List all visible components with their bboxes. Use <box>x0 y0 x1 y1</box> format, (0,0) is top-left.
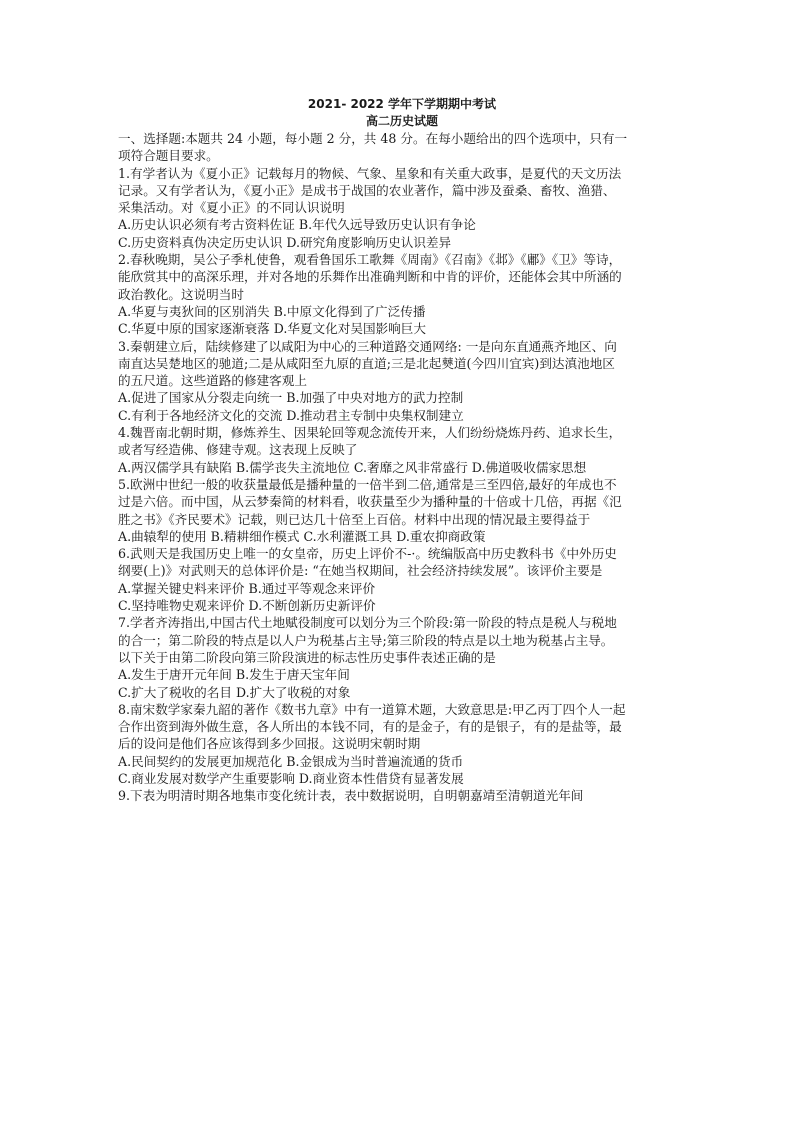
text-line: 合作出资到海外做生意，各人所出的本钱不同，有的是金子，有的是银子，有的是盐等，最 <box>118 719 622 735</box>
text-line: 6.武则天是我国历史上唯一的女皇帝，历史上评价不-·。统编版高中历史教科书《中外历史 <box>118 546 617 562</box>
text-line: C.扩大了税收的名目 D.扩大了收税的对象 <box>118 684 351 700</box>
text-line: 的合一；第二阶段的特点是以人户为税基占主导;第三阶段的特点是以土地为税基占主导。 <box>118 632 614 648</box>
text-line: C.有利于各地经济文化的交流 D.推动君主专制中央集权制建立 <box>118 407 464 423</box>
text-line: 后的设问是他们各应该得到多少回报。这说明宋朝时期 <box>118 736 421 752</box>
text-line: 过是六倍。而中国，从云梦秦简的材料看，收获量至少为播种量的十倍或十几倍，再据《氾 <box>118 494 622 510</box>
text-line: A.华夏与夷狄间的区别消失 B.中原文化得到了广泛传播 <box>118 303 426 319</box>
text-line: 2.春秋晚期，吴公子季札使鲁，观看鲁国乐工歌舞《周南》《召南》《邶》《鄘》《卫》等诗， <box>118 252 622 268</box>
text-line: 政治教化。这说明当时 <box>118 286 244 302</box>
text-line: 的五尺道。这些道路的修建客观上 <box>118 373 307 389</box>
text-line: A.曲辕犁的使用 B.精耕细作模式 C.水利灌溉工具 D.重农抑商政策 <box>118 528 486 544</box>
text-line: 3.秦朝建立后，陆续修建了以咸阳为中心的三种道路交通网络: 一是向东直通燕齐地区、向 <box>118 338 617 354</box>
text-line: C.华夏中原的国家逐渐衰落 D.华夏文化对吴国影响巨大 <box>118 321 426 337</box>
text-line: 纲要(上)》对武则天的总体评价是: “在她当权期间，社会经济持续发展”。该评价主要是 <box>118 563 603 579</box>
text-line: 5.欧洲中世纪一般的收获量最低是播种量的一倍半到二倍,通常是三至四倍,最好的年成也不 <box>118 476 617 492</box>
text-line: 4.魏晋南北朝时期，修炼养生、因果轮回等观念流传开来，人们纷纷烧炼丹药、追求长生， <box>118 425 622 441</box>
text-line: 采集活动。对《夏小正》的不同认识说明 <box>118 200 345 216</box>
text-line: C.商业发展对数学产生重要影响 D.商业资本性借贷有显著发展 <box>118 770 464 786</box>
text-line: 项符合题目要求。 <box>118 148 219 164</box>
text-line: 记录。又有学者认为，《夏小正》是成书于战国的农业著作，篇中涉及蚕桑、畜牧、渔猎、 <box>118 182 616 198</box>
text-line: C.坚持唯物史观来评价 D.不断创新历史新评价 <box>118 598 376 614</box>
text-line: A.两汉儒学具有缺陷 B.儒学丧失主流地位 C.奢靡之风非常盛行 D.佛道吸收儒家思想 <box>118 459 587 475</box>
question-body <box>118 130 686 805</box>
text-line: 7.学者齐涛指出,中国古代土地赋役制度可以划分为三个阶段:第一阶段的特点是税人与税地 <box>118 615 617 631</box>
text-line: 9.下表为明清时期各地集市变化统计表，表中数据说明，自明朝嘉靖至清朝道光年间 <box>118 788 584 804</box>
exam-title: 2021- 2022 学年下学期期中考试 <box>307 97 497 111</box>
text-line: 胜之书》《齐民要术》记载，则已达几十倍至上百倍。材料中出现的情况最主要得益于 <box>118 511 591 527</box>
text-line: A.民间契约的发展更加规范化 B.金银成为当时普遍流通的货币 <box>118 753 464 769</box>
exam-subtitle: 高二历史试题 <box>365 114 438 128</box>
text-line: 一、选择题:本题共 24 小题，每小题 2 分，共 48 分。在每小题给出的四个选项中，只有一 <box>118 131 628 146</box>
text-line: 南直达吴楚地区的驰道;二是从咸阳至九原的直道;三是北起僰道(今四川宜宾)到达滇池地区 <box>118 355 615 371</box>
exam-page <box>118 96 686 805</box>
text-line: 1.有学者认为《夏小正》记载每月的物候、气象、星象和有关重大政事，是夏代的天文历法 <box>118 165 622 181</box>
text-line: A.促进了国家从分裂走向统一 B.加强了中央对地方的武力控制 <box>118 390 464 406</box>
text-line: A.发生于唐开元年间 B.发生于唐天宝年间 <box>118 667 350 683</box>
text-line: 以下关于由第二阶段向第三阶段演进的标志性历史事件表述正确的是 <box>118 649 496 665</box>
text-line: 8.南宋数学家秦九韶的著作《数书九章》中有一道算术题，大致意思是:甲乙丙丁四个人一起 <box>118 701 626 717</box>
text-line: C.历史资料真伪决定历史认识 D.研究角度影响历史认识差异 <box>118 234 452 250</box>
text-line: 或者写经造佛、修建寺观。这表现上反映了 <box>118 442 358 458</box>
text-line: A.掌握关键史料来评价 B.通过平等观念来评价 <box>118 580 376 596</box>
text-line: A.历史认识必须有考古资料佐证 B.年代久远导致历史认识有争论 <box>118 217 476 233</box>
text-line: 能欣赏其中的高深乐理，并对各地的乐舞作出准确判断和中肯的评价，还能体会其中所涵的 <box>118 269 622 285</box>
